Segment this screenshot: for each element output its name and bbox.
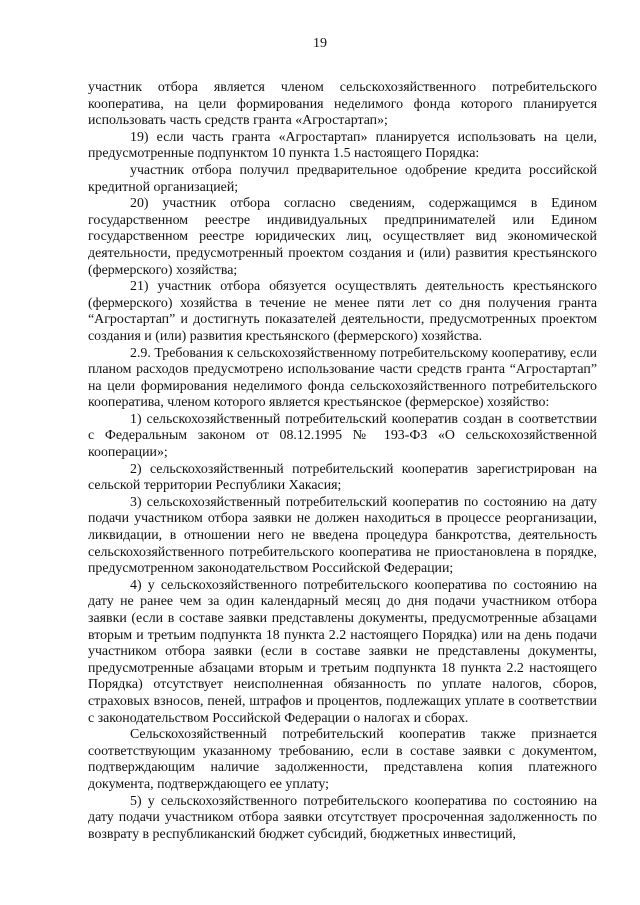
- paragraph-item-19: 19) если часть гранта «Агростартап» планируется использовать на цели, предусмотренные подпунктом 10 пункта 1.5 настоящего Порядка:: [88, 129, 597, 162]
- paragraph-item-4: 4) у сельскохозяйственного потребительского кооператива по состоянию на дату не ранее чем за один календарный месяц до дня подачи участником отбора заявки (если в составе заявки представлены документы, предусмотренные абзацами вторым и третьим подпункта 18 пункта 2.2 настоящего Порядка) или на день подачи участником отбора заявки (если в составе заявки не представлены документы, предусмотренные абзацами вторым и третьим подпункта 18 пункта 2.2 настоящего Порядка) отсутствует неисполненная обязанность по уплате налогов, сборов, страховых взносов, пеней, штрафов и процентов, подлежащих уплате в соответствии с законодательством Российской Федерации о налогах и сборах.: [88, 577, 597, 726]
- document-body: [88, 80, 597, 843]
- paragraph-item-21: 21) участник отбора обязуется осуществлять деятельность крестьянского (фермерского) хозяйства в течение не менее пяти лет со дня получения гранта “Агростартап” и достигнуть показателей деятельности, предусмотренных проектом создания и (или) развития крестьянского (фермерского) хозяйства.: [88, 279, 597, 344]
- paragraph-item-1: 1) сельскохозяйственный потребительский кооператив создан в соответствии с Федеральным законом от 08.12.1995 № 193-ФЗ «О сельскохозяйственной кооперации»;: [88, 411, 597, 461]
- page-number: 19: [313, 36, 327, 51]
- paragraph: участник отбора получил предварительное одобрение кредита российской кредитной организацией;: [88, 162, 597, 195]
- section-2-9: 2.9. Требования к сельскохозяйственному потребительскому кооперативу, если планом расходов предусмотрено использование части средств гранта “Агростартап” на цели формирования неделимого фонда сельскохозяйственного потребительского кооператива, членом которого является крестьянское (фермерское) хозяйство:: [88, 345, 597, 411]
- paragraph-item-3: 3) сельскохозяйственный потребительский кооператив по состоянию на дату подачи участником отбора заявки не должен находиться в процессе реорганизации, ликвидации, в отношении него не введена процедура банкротства, деятельность сельскохозяйственного потребительского кооператива не приостановлена в порядке, предусмотренном законодательством Российской Федерации;: [88, 494, 597, 577]
- paragraph-item-2: 2) сельскохозяйственный потребительский кооператив зарегистрирован на сельской территории Республики Хакасия;: [88, 461, 597, 494]
- paragraph-item-5: 5) у сельскохозяйственного потребительского кооператива по состоянию на дату подачи участником отбора заявки отсутствует просроченная задолженность по возврату в республиканский бюджет субсидий, бюджетных инвестиций,: [88, 793, 597, 842]
- paragraph-continued: участник отбора является членом сельскохозяйственного потребительского кооператива, на цели формирования неделимого фонда которого планируется использовать часть средств гранта «Агростартап»;: [88, 80, 597, 129]
- paragraph-item-20: 20) участник отбора согласно сведениям, содержащимся в Едином государственном реестре индивидуальных предпринимателей или Едином государственном реестре юридических лиц, осуществляет вид экономической деятельности, предусмотренный проектом создания и (или) развития крестьянского (фермерского) хозяйства;: [88, 196, 597, 278]
- paragraph: Сельскохозяйственный потребительский кооператив также признается соответствующим указанному требованию, если в составе заявки с документом, подтверждающим наличие задолженности, представлена копия платежного документа, подтверждающего ее уплату;: [88, 727, 597, 792]
